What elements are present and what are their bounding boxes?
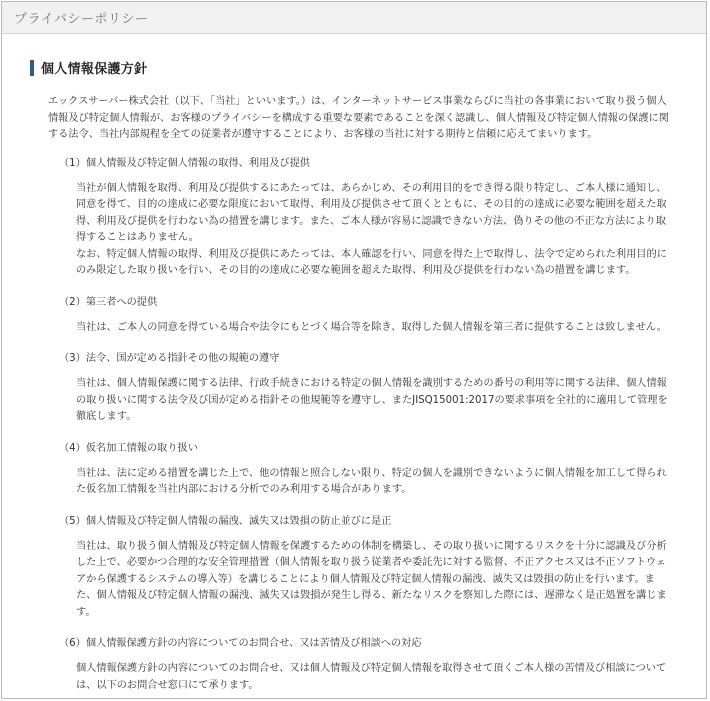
policy-item-body <box>76 539 674 622</box>
section-heading <box>30 59 674 76</box>
policy-item-title: （3）法令、国が定める指針その他の規範の遵守 <box>59 353 280 364</box>
policy-paragraph: 当社は、法に定める措置を講じた上で、他の情報と照合しない限り、特定の個人を識別できないように個人情報を加工して得られた仮名加工情報を当社内部における分析でのみ利用する場合があります。 <box>76 467 667 495</box>
policy-paragraph: 当社は、ご本人の同意を得ている場合や法令にもとづく場合等を除き、取得した個人情報を第三者に提供することは致しません。 <box>76 321 667 333</box>
policy-item-body <box>76 181 674 280</box>
policy-item-title: （2）第三者への提供 <box>59 296 158 308</box>
policy-item-body <box>76 320 674 337</box>
policy-paragraph: 当社は、個人情報保護に関する法律、行政手続きにおける特定の個人情報を識別するための番号の利用等に関する法律、個人情報の取り扱いに関する法令及び国が定める指針その他規範等を遵守し、またJISQ15001:2017の要求事項を全社的に適用して管理を徹底します。 <box>76 378 668 422</box>
policy-item-2 <box>30 295 674 337</box>
panel-title: プライバシーポリシー <box>14 12 149 27</box>
policy-item-5 <box>30 514 674 622</box>
policy-item-6 <box>30 636 674 694</box>
policy-item-body <box>76 466 674 499</box>
policy-paragraph: 個人情報保護方針の内容についてのお問合せ、又は個人情報及び特定個人情報を取得させて頂くご本人様の苦情及び相談については、以下のお問合せ窓口にて承ります。 <box>76 663 667 691</box>
panel-header <box>2 2 706 34</box>
policy-item-title: （6）個人情報保護方針の内容についてのお問合せ、又は苦情及び相談への対応 <box>59 638 422 649</box>
policy-content <box>2 59 706 694</box>
policy-item-body <box>76 376 674 426</box>
policy-paragraph: 当社は、取り扱う個人情報及び特定個人情報を保護するための体制を構築し、その取り扱いに関するリスクを十分に認識及び分析した上で、必要かつ合理的な安全管理措置（個人情報を取り扱う従業者や委託先に対する監督、不正アクセス又は不正ソフトウェアから保護するシステムの導入等）を講じることにより個人情報及び特定個人情報の漏洩、滅失又は毀損の防止を行います。また、個人情報及び特定個人情報の漏洩、滅失又は毀損が発生し得る、新たなリスクを察知した際には、遅滞なく是正処置を講じます。 <box>76 540 667 618</box>
policy-item-title: （5）個人情報及び特定個人情報の漏洩、滅失又は毀損の防止並びに是正 <box>59 515 392 527</box>
policy-item-4 <box>30 441 674 499</box>
intro-paragraph: エックスサーバー株式会社（以下、「当社」といいます。）は、インターネットサービス事業ならびに当社の各事業において取り扱う個人情報及び特定個人情報が、お客様のプライバシーを構成する重要な要素であることを深く認識し、個人情報及び特定個人情報の保護に関する法令、当社内部規程を全ての従業者が遵守することにより、お客様の当社に対する期待と信頼に応えてまいります。 <box>48 96 669 140</box>
policy-item-title: （4）仮名加工情報の取り扱い <box>59 442 198 454</box>
policy-item-title: （1）個人情報及び特定個人情報の取得、利用及び提供 <box>59 157 310 169</box>
heading-accent-bar <box>30 60 34 76</box>
policy-panel <box>1 1 707 699</box>
section-title: 個人情報保護方針 <box>41 62 148 77</box>
policy-paragraph: なお、特定個人情報の取得、利用及び提供にあたっては、本人確認を行い、同意を得た上で取得し、法令で定められた利用目的にのみ限定した取り扱いを行い、その目的の達成に必要な範囲を超えた取得、利用及び提供を行わない為の措置を講じます。 <box>76 248 667 276</box>
policy-item-3 <box>30 351 674 426</box>
policy-item-body <box>76 661 674 694</box>
policy-paragraph: 当社が個人情報を取得、利用及び提供するにあたっては、あらかじめ、その利用目的をでき得る限り特定し、ご本人様に通知し、同意を得て、目的の達成に必要な限度において取得、利用及び提供させて頂くとともに、その目的の達成に必要な範囲を超えた取得、利用及び提供を行わない為の措置を講じます。また、ご本人様が容易に認識できない方法、偽りその他の不正な方法により取得することはありません。 <box>76 182 667 243</box>
policy-item-1 <box>30 156 674 280</box>
